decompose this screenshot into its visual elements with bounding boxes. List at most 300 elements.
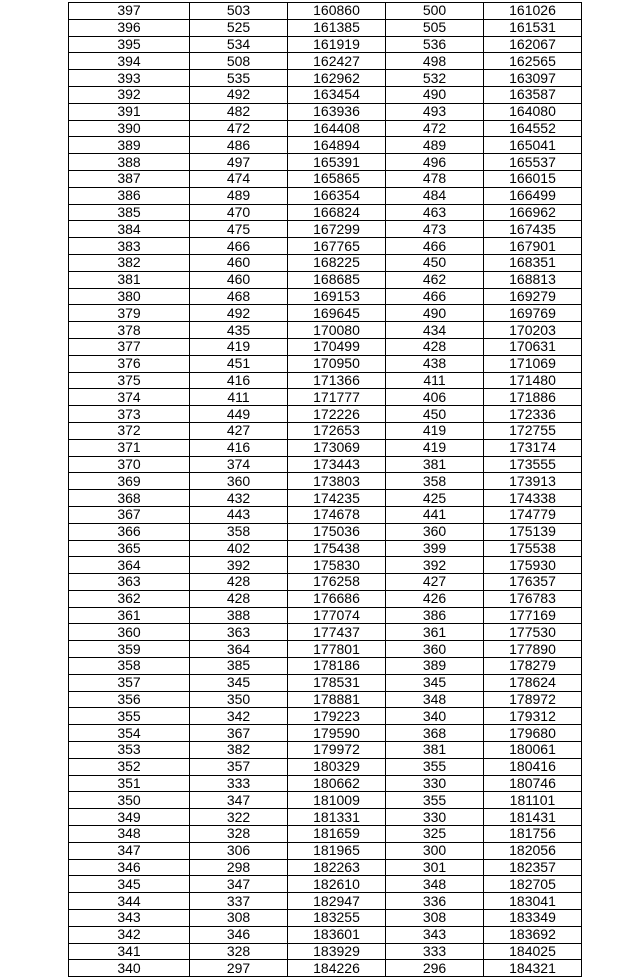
count-a-cell: 486	[190, 137, 288, 154]
score-cell: 355	[69, 708, 190, 725]
table-row	[69, 372, 582, 389]
score-cell: 340	[69, 960, 190, 977]
cumulative-b-cell: 179680	[484, 725, 582, 742]
count-a-cell: 360	[190, 473, 288, 490]
cumulative-a-cell: 167299	[288, 221, 386, 238]
count-b-cell: 450	[386, 254, 484, 271]
cumulative-a-cell: 178186	[288, 658, 386, 675]
table-row	[69, 19, 582, 36]
count-b-cell: 330	[386, 809, 484, 826]
cumulative-a-cell: 179223	[288, 708, 386, 725]
count-a-cell: 428	[190, 574, 288, 591]
count-b-cell: 473	[386, 221, 484, 238]
cumulative-a-cell: 177437	[288, 624, 386, 641]
table-row	[69, 473, 582, 490]
cumulative-b-cell: 168351	[484, 254, 582, 271]
score-cell: 384	[69, 221, 190, 238]
cumulative-b-cell: 169769	[484, 305, 582, 322]
score-cell: 359	[69, 641, 190, 658]
cumulative-b-cell: 163587	[484, 86, 582, 103]
count-b-cell: 426	[386, 590, 484, 607]
cumulative-a-cell: 173069	[288, 439, 386, 456]
count-a-cell: 411	[190, 389, 288, 406]
cumulative-a-cell: 160860	[288, 3, 386, 20]
cumulative-b-cell: 175538	[484, 540, 582, 557]
count-b-cell: 358	[386, 473, 484, 490]
cumulative-b-cell: 181756	[484, 826, 582, 843]
score-cell: 341	[69, 943, 190, 960]
score-cell: 386	[69, 187, 190, 204]
cumulative-b-cell: 183349	[484, 910, 582, 927]
table-row	[69, 254, 582, 271]
cumulative-a-cell: 183255	[288, 910, 386, 927]
count-b-cell: 472	[386, 120, 484, 137]
table-row	[69, 238, 582, 255]
count-b-cell: 536	[386, 36, 484, 53]
count-a-cell: 472	[190, 120, 288, 137]
count-a-cell: 497	[190, 154, 288, 171]
cumulative-a-cell: 175036	[288, 523, 386, 540]
count-a-cell: 345	[190, 674, 288, 691]
count-a-cell: 328	[190, 826, 288, 843]
table-row	[69, 725, 582, 742]
count-b-cell: 392	[386, 557, 484, 574]
count-a-cell: 308	[190, 910, 288, 927]
cumulative-a-cell: 181659	[288, 826, 386, 843]
table-row	[69, 120, 582, 137]
count-b-cell: 450	[386, 406, 484, 423]
score-cell: 382	[69, 254, 190, 271]
score-cell: 394	[69, 53, 190, 70]
score-cell: 370	[69, 456, 190, 473]
score-cell: 383	[69, 238, 190, 255]
cumulative-b-cell: 172755	[484, 422, 582, 439]
cumulative-a-cell: 175438	[288, 540, 386, 557]
count-b-cell: 532	[386, 70, 484, 87]
count-b-cell: 493	[386, 103, 484, 120]
count-b-cell: 466	[386, 238, 484, 255]
count-b-cell: 419	[386, 422, 484, 439]
table-row	[69, 305, 582, 322]
count-b-cell: 348	[386, 876, 484, 893]
table-row	[69, 607, 582, 624]
count-b-cell: 466	[386, 288, 484, 305]
cumulative-a-cell: 173443	[288, 456, 386, 473]
count-a-cell: 328	[190, 943, 288, 960]
score-cell: 353	[69, 742, 190, 759]
table-row	[69, 53, 582, 70]
cumulative-b-cell: 161531	[484, 19, 582, 36]
cumulative-b-cell: 182056	[484, 842, 582, 859]
count-a-cell: 451	[190, 355, 288, 372]
table-row	[69, 691, 582, 708]
count-a-cell: 322	[190, 809, 288, 826]
count-a-cell: 460	[190, 271, 288, 288]
score-cell: 375	[69, 372, 190, 389]
count-b-cell: 498	[386, 53, 484, 70]
score-cell: 391	[69, 103, 190, 120]
score-cell: 363	[69, 574, 190, 591]
count-a-cell: 416	[190, 439, 288, 456]
score-cell: 354	[69, 725, 190, 742]
score-cell: 366	[69, 523, 190, 540]
cumulative-a-cell: 183929	[288, 943, 386, 960]
cumulative-a-cell: 181965	[288, 842, 386, 859]
table-row	[69, 406, 582, 423]
cumulative-a-cell: 164894	[288, 137, 386, 154]
score-cell: 360	[69, 624, 190, 641]
count-a-cell: 443	[190, 506, 288, 523]
cumulative-a-cell: 168225	[288, 254, 386, 271]
count-b-cell: 355	[386, 758, 484, 775]
count-a-cell: 342	[190, 708, 288, 725]
score-cell: 350	[69, 792, 190, 809]
cumulative-a-cell: 164408	[288, 120, 386, 137]
count-a-cell: 347	[190, 792, 288, 809]
count-a-cell: 468	[190, 288, 288, 305]
count-b-cell: 490	[386, 86, 484, 103]
count-b-cell: 425	[386, 490, 484, 507]
count-b-cell: 438	[386, 355, 484, 372]
count-a-cell: 337	[190, 893, 288, 910]
cumulative-b-cell: 177890	[484, 641, 582, 658]
count-a-cell: 489	[190, 187, 288, 204]
count-a-cell: 525	[190, 19, 288, 36]
cumulative-b-cell: 161026	[484, 3, 582, 20]
cumulative-a-cell: 166824	[288, 204, 386, 221]
score-cell: 385	[69, 204, 190, 221]
table-row	[69, 355, 582, 372]
score-distribution-table	[68, 2, 582, 977]
count-b-cell: 308	[386, 910, 484, 927]
count-a-cell: 535	[190, 70, 288, 87]
cumulative-b-cell: 170203	[484, 322, 582, 339]
cumulative-b-cell: 164552	[484, 120, 582, 137]
cumulative-b-cell: 175139	[484, 523, 582, 540]
count-a-cell: 358	[190, 523, 288, 540]
cumulative-a-cell: 178881	[288, 691, 386, 708]
count-a-cell: 364	[190, 641, 288, 658]
score-cell: 348	[69, 826, 190, 843]
table-row	[69, 170, 582, 187]
cumulative-a-cell: 183601	[288, 926, 386, 943]
count-b-cell: 496	[386, 154, 484, 171]
score-cell: 397	[69, 3, 190, 20]
cumulative-b-cell: 163097	[484, 70, 582, 87]
count-a-cell: 492	[190, 305, 288, 322]
table-row	[69, 842, 582, 859]
cumulative-b-cell: 183692	[484, 926, 582, 943]
count-a-cell: 402	[190, 540, 288, 557]
score-cell: 373	[69, 406, 190, 423]
cumulative-b-cell: 167901	[484, 238, 582, 255]
count-b-cell: 411	[386, 372, 484, 389]
count-b-cell: 343	[386, 926, 484, 943]
score-cell: 345	[69, 876, 190, 893]
cumulative-b-cell: 178279	[484, 658, 582, 675]
count-b-cell: 462	[386, 271, 484, 288]
table-row	[69, 154, 582, 171]
score-cell: 369	[69, 473, 190, 490]
count-b-cell: 490	[386, 305, 484, 322]
table-row	[69, 809, 582, 826]
score-cell: 378	[69, 322, 190, 339]
cumulative-b-cell: 175930	[484, 557, 582, 574]
count-b-cell: 478	[386, 170, 484, 187]
cumulative-b-cell: 184025	[484, 943, 582, 960]
table-row	[69, 103, 582, 120]
count-b-cell: 500	[386, 3, 484, 20]
count-a-cell: 534	[190, 36, 288, 53]
score-cell: 347	[69, 842, 190, 859]
table-row	[69, 70, 582, 87]
cumulative-b-cell: 179312	[484, 708, 582, 725]
score-cell: 377	[69, 338, 190, 355]
cumulative-b-cell: 177169	[484, 607, 582, 624]
count-a-cell: 428	[190, 590, 288, 607]
cumulative-a-cell: 171777	[288, 389, 386, 406]
count-a-cell: 298	[190, 859, 288, 876]
count-b-cell: 296	[386, 960, 484, 977]
score-cell: 361	[69, 607, 190, 624]
cumulative-a-cell: 168685	[288, 271, 386, 288]
cumulative-b-cell: 181431	[484, 809, 582, 826]
count-a-cell: 388	[190, 607, 288, 624]
cumulative-a-cell: 171366	[288, 372, 386, 389]
count-a-cell: 306	[190, 842, 288, 859]
table-row	[69, 204, 582, 221]
count-a-cell: 474	[190, 170, 288, 187]
score-cell: 372	[69, 422, 190, 439]
count-b-cell: 330	[386, 775, 484, 792]
cumulative-b-cell: 182357	[484, 859, 582, 876]
table-row	[69, 708, 582, 725]
cumulative-a-cell: 181331	[288, 809, 386, 826]
table-row	[69, 574, 582, 591]
count-b-cell: 301	[386, 859, 484, 876]
count-a-cell: 460	[190, 254, 288, 271]
cumulative-a-cell: 173803	[288, 473, 386, 490]
cumulative-b-cell: 180416	[484, 758, 582, 775]
cumulative-b-cell: 173555	[484, 456, 582, 473]
table-row	[69, 876, 582, 893]
table-row	[69, 910, 582, 927]
score-cell: 388	[69, 154, 190, 171]
count-b-cell: 345	[386, 674, 484, 691]
score-cell: 352	[69, 758, 190, 775]
table-row	[69, 658, 582, 675]
table-row	[69, 506, 582, 523]
cumulative-b-cell: 171069	[484, 355, 582, 372]
count-a-cell: 427	[190, 422, 288, 439]
cumulative-b-cell: 177530	[484, 624, 582, 641]
table-row	[69, 523, 582, 540]
score-cell: 344	[69, 893, 190, 910]
score-cell: 364	[69, 557, 190, 574]
table-row	[69, 389, 582, 406]
count-b-cell: 300	[386, 842, 484, 859]
cumulative-a-cell: 165391	[288, 154, 386, 171]
table-row	[69, 792, 582, 809]
cumulative-b-cell: 182705	[484, 876, 582, 893]
table-row	[69, 490, 582, 507]
count-b-cell: 434	[386, 322, 484, 339]
count-b-cell: 419	[386, 439, 484, 456]
cumulative-a-cell: 179972	[288, 742, 386, 759]
table-row	[69, 624, 582, 641]
score-cell: 356	[69, 691, 190, 708]
cumulative-b-cell: 164080	[484, 103, 582, 120]
cumulative-b-cell: 184321	[484, 960, 582, 977]
count-b-cell: 333	[386, 943, 484, 960]
cumulative-a-cell: 180662	[288, 775, 386, 792]
cumulative-b-cell: 169279	[484, 288, 582, 305]
cumulative-a-cell: 177801	[288, 641, 386, 658]
count-a-cell: 482	[190, 103, 288, 120]
cumulative-a-cell: 170499	[288, 338, 386, 355]
count-a-cell: 385	[190, 658, 288, 675]
cumulative-b-cell: 176783	[484, 590, 582, 607]
score-cell: 387	[69, 170, 190, 187]
table-row	[69, 422, 582, 439]
score-cell: 395	[69, 36, 190, 53]
table-row	[69, 674, 582, 691]
table-row	[69, 288, 582, 305]
cumulative-a-cell: 184226	[288, 960, 386, 977]
table-row	[69, 137, 582, 154]
count-a-cell: 508	[190, 53, 288, 70]
cumulative-a-cell: 170080	[288, 322, 386, 339]
score-cell: 393	[69, 70, 190, 87]
count-a-cell: 419	[190, 338, 288, 355]
cumulative-a-cell: 162427	[288, 53, 386, 70]
score-cell: 346	[69, 859, 190, 876]
cumulative-b-cell: 166015	[484, 170, 582, 187]
cumulative-a-cell: 169153	[288, 288, 386, 305]
score-cell: 349	[69, 809, 190, 826]
cumulative-b-cell: 166962	[484, 204, 582, 221]
count-b-cell: 505	[386, 19, 484, 36]
count-b-cell: 463	[386, 204, 484, 221]
count-b-cell: 360	[386, 523, 484, 540]
table-row	[69, 322, 582, 339]
cumulative-a-cell: 176258	[288, 574, 386, 591]
count-b-cell: 428	[386, 338, 484, 355]
cumulative-a-cell: 180329	[288, 758, 386, 775]
cumulative-a-cell: 174235	[288, 490, 386, 507]
cumulative-b-cell: 167435	[484, 221, 582, 238]
count-a-cell: 492	[190, 86, 288, 103]
count-a-cell: 435	[190, 322, 288, 339]
cumulative-b-cell: 183041	[484, 893, 582, 910]
count-b-cell: 368	[386, 725, 484, 742]
table-row	[69, 439, 582, 456]
score-cell: 367	[69, 506, 190, 523]
cumulative-a-cell: 176686	[288, 590, 386, 607]
count-a-cell: 357	[190, 758, 288, 775]
table-row	[69, 859, 582, 876]
count-a-cell: 382	[190, 742, 288, 759]
table-row	[69, 758, 582, 775]
count-b-cell: 381	[386, 742, 484, 759]
table-body	[69, 3, 582, 977]
table-row	[69, 36, 582, 53]
cumulative-b-cell: 162565	[484, 53, 582, 70]
count-b-cell: 386	[386, 607, 484, 624]
table-row	[69, 221, 582, 238]
table-row	[69, 960, 582, 977]
table-row	[69, 3, 582, 20]
cumulative-b-cell: 181101	[484, 792, 582, 809]
table-row	[69, 540, 582, 557]
cumulative-a-cell: 177074	[288, 607, 386, 624]
count-a-cell: 333	[190, 775, 288, 792]
table-row	[69, 86, 582, 103]
cumulative-b-cell: 178972	[484, 691, 582, 708]
cumulative-b-cell: 162067	[484, 36, 582, 53]
score-cell: 374	[69, 389, 190, 406]
cumulative-b-cell: 165041	[484, 137, 582, 154]
cumulative-b-cell: 165537	[484, 154, 582, 171]
cumulative-b-cell: 170631	[484, 338, 582, 355]
cumulative-a-cell: 169645	[288, 305, 386, 322]
score-cell: 357	[69, 674, 190, 691]
table-row	[69, 742, 582, 759]
count-a-cell: 503	[190, 3, 288, 20]
cumulative-a-cell: 165865	[288, 170, 386, 187]
table-row	[69, 271, 582, 288]
cumulative-a-cell: 163936	[288, 103, 386, 120]
table-row	[69, 338, 582, 355]
score-cell: 351	[69, 775, 190, 792]
count-b-cell: 399	[386, 540, 484, 557]
count-b-cell: 389	[386, 658, 484, 675]
cumulative-a-cell: 161385	[288, 19, 386, 36]
count-a-cell: 346	[190, 926, 288, 943]
count-a-cell: 374	[190, 456, 288, 473]
cumulative-a-cell: 172653	[288, 422, 386, 439]
count-b-cell: 381	[386, 456, 484, 473]
count-b-cell: 484	[386, 187, 484, 204]
score-cell: 396	[69, 19, 190, 36]
cumulative-a-cell: 179590	[288, 725, 386, 742]
count-b-cell: 361	[386, 624, 484, 641]
cumulative-a-cell: 166354	[288, 187, 386, 204]
table-row	[69, 187, 582, 204]
cumulative-b-cell: 178624	[484, 674, 582, 691]
count-a-cell: 350	[190, 691, 288, 708]
cumulative-b-cell: 172336	[484, 406, 582, 423]
score-cell: 376	[69, 355, 190, 372]
count-b-cell: 348	[386, 691, 484, 708]
cumulative-b-cell: 176357	[484, 574, 582, 591]
count-b-cell: 406	[386, 389, 484, 406]
score-cell: 389	[69, 137, 190, 154]
cumulative-b-cell: 168813	[484, 271, 582, 288]
cumulative-b-cell: 171480	[484, 372, 582, 389]
cumulative-a-cell: 174678	[288, 506, 386, 523]
cumulative-b-cell: 171886	[484, 389, 582, 406]
score-cell: 362	[69, 590, 190, 607]
cumulative-b-cell: 180061	[484, 742, 582, 759]
table-row	[69, 641, 582, 658]
count-a-cell: 449	[190, 406, 288, 423]
score-cell: 358	[69, 658, 190, 675]
count-a-cell: 347	[190, 876, 288, 893]
cumulative-a-cell: 162962	[288, 70, 386, 87]
score-cell: 379	[69, 305, 190, 322]
cumulative-a-cell: 178531	[288, 674, 386, 691]
